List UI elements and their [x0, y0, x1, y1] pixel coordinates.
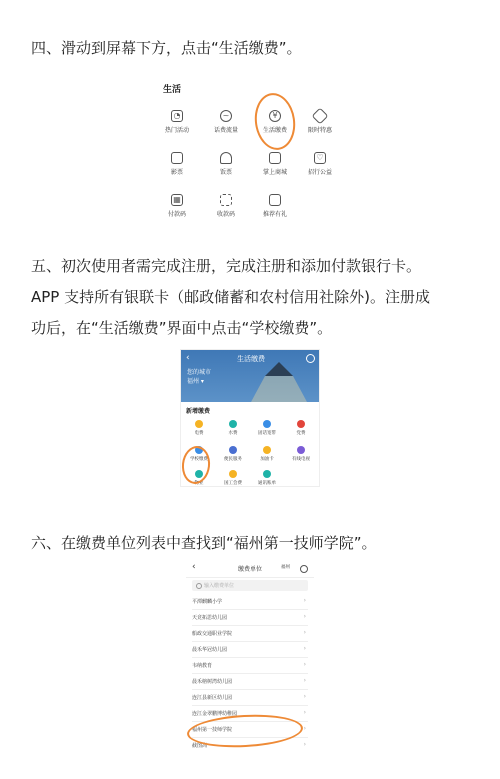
heart-icon: ♡ — [314, 152, 326, 164]
help-icon[interactable] — [300, 565, 308, 573]
service-fuel-card[interactable] — [251, 446, 283, 462]
unit-name: 福州第一技师学院 — [192, 727, 233, 733]
unit-name: 韦纳教育 — [192, 663, 213, 669]
step-5-line-3: 功后，在“生活缴费”界面中点击“学校缴费”。 — [31, 319, 333, 337]
life-services-panel — [160, 76, 340, 226]
gift-icon — [269, 194, 281, 206]
grid-item-label: 招行公益 — [307, 169, 332, 176]
cart-icon — [269, 152, 281, 164]
service-label: 物业 — [194, 481, 204, 486]
city-selector[interactable]: 福州 ▾ — [187, 378, 204, 385]
grid-item-phone-data[interactable] — [204, 110, 248, 134]
apple-icon: ◔ — [171, 110, 183, 122]
city-label: 您的城市 — [187, 369, 212, 376]
service-landline[interactable] — [251, 420, 283, 436]
unit-name: 连江县新区幼儿园 — [192, 695, 233, 701]
signal-icon: ~ — [220, 110, 232, 122]
help-icon[interactable] — [306, 354, 315, 363]
grid-item-label: 收款码 — [216, 211, 235, 218]
unit-row[interactable] — [192, 674, 308, 690]
section-title: 新增缴费 — [186, 408, 211, 415]
grid-item-movie-ticket[interactable] — [155, 152, 199, 176]
service-label: 固话宽带 — [258, 431, 276, 436]
grid-item-label: 掌上商城 — [262, 169, 287, 176]
lamp-light — [251, 376, 307, 402]
app-header — [181, 350, 320, 402]
unit-row[interactable] — [192, 626, 308, 642]
bill-icon: ¥ — [269, 110, 281, 122]
tv-icon — [297, 446, 305, 454]
grid-item-label: 付款码 — [167, 211, 186, 218]
chevron-right-icon: › — [303, 597, 306, 604]
grid-item-label: 推荐有礼 — [262, 211, 287, 218]
chevron-right-icon: › — [303, 709, 306, 716]
grid-item-mall[interactable] — [253, 152, 297, 176]
search-input[interactable] — [192, 580, 308, 591]
app-title: 生活缴费 — [237, 355, 265, 363]
service-convenience[interactable] — [217, 446, 249, 462]
chevron-right-icon: › — [303, 629, 306, 636]
grid-item-meal-ticket[interactable] — [204, 152, 248, 176]
unit-row[interactable] — [192, 658, 308, 674]
tag-icon — [312, 108, 329, 125]
unit-name: 连江金翠鹏博幼稚园 — [192, 711, 238, 717]
step-6-text: 六、在缴费单位列表中查找到“福州第一技师学院”。 — [31, 534, 377, 552]
chevron-right-icon: › — [303, 613, 306, 620]
service-union-fee[interactable] — [217, 470, 249, 486]
chevron-right-icon: › — [303, 661, 306, 668]
fuel-icon — [263, 446, 271, 454]
people-icon — [229, 446, 237, 454]
chevron-right-icon: › — [303, 645, 306, 652]
chevron-right-icon: › — [303, 677, 306, 684]
scan-icon — [220, 194, 232, 206]
water-drop-icon — [229, 420, 237, 428]
service-label: 通讯账单 — [258, 481, 276, 486]
grid-item-limited-offer[interactable] — [298, 110, 342, 134]
union-icon — [229, 470, 237, 478]
step-4-text: 四、滑动到屏幕下方，点击“生活缴费”。 — [31, 39, 302, 57]
qrcode-icon: ▦ — [171, 194, 183, 206]
unit-name: 晨禾华冠幼儿园 — [192, 647, 228, 653]
unit-row[interactable] — [192, 642, 308, 658]
service-label: 学校缴费 — [190, 457, 208, 462]
back-arrow-icon[interactable]: ‹ — [192, 562, 196, 572]
chevron-right-icon: › — [303, 725, 306, 732]
grid-item-referral[interactable] — [253, 194, 297, 218]
unit-name: 船政交通职业学院 — [192, 631, 233, 637]
service-label: 党费 — [296, 431, 306, 436]
chevron-right-icon: › — [303, 741, 306, 748]
grid-item-hot-activity[interactable] — [155, 110, 199, 134]
grid-item-pay-code[interactable] — [155, 194, 199, 218]
section-title: 生活 — [163, 85, 182, 95]
service-party-fee[interactable] — [285, 420, 317, 436]
unit-name: 平潭麒麟小学 — [192, 599, 223, 605]
unit-name: 截图高 — [192, 743, 208, 749]
grid-item-label: 话费流量 — [213, 127, 238, 134]
step-5-line-1: 五、初次使用者需完成注册，完成注册和添加付款银行卡。 — [31, 257, 422, 275]
service-label: 电费 — [194, 431, 204, 436]
lamp-icon — [265, 362, 293, 376]
bill-icon — [263, 470, 271, 478]
service-label: 水费 — [228, 431, 238, 436]
step-5-line-2: APP 支持所有银联卡（邮政储蓄和农村信用社除外)。注册成 — [31, 288, 430, 306]
unit-name: 晨禾榕树湾幼儿园 — [192, 679, 233, 685]
unit-row[interactable] — [192, 610, 308, 626]
search-icon — [196, 583, 202, 589]
search-placeholder: 输入缴费单位 — [204, 583, 235, 589]
grid-item-label: 生活缴费 — [262, 127, 287, 134]
grid-item-label: 热门活动 — [164, 127, 189, 134]
service-label: 有线电视 — [292, 457, 310, 462]
unit-row[interactable] — [192, 594, 308, 610]
grid-item-label: 饭票 — [219, 169, 232, 176]
unit-row[interactable] — [192, 690, 308, 706]
service-label: 国工会费 — [224, 481, 242, 486]
location-selector[interactable]: 福州 — [281, 565, 290, 570]
grid-item-label: 限时特惠 — [307, 127, 332, 134]
phone-icon — [263, 420, 271, 428]
service-label: 便民服务 — [224, 457, 242, 462]
service-telecom-bill[interactable] — [251, 470, 283, 486]
chevron-right-icon: › — [303, 693, 306, 700]
party-emblem-icon — [297, 420, 305, 428]
ticket-icon — [171, 152, 183, 164]
service-label: 加油卡 — [260, 457, 274, 462]
service-electricity[interactable] — [183, 420, 215, 436]
service-cable-tv[interactable] — [285, 446, 317, 462]
service-water[interactable] — [217, 420, 249, 436]
grid-item-charity[interactable] — [298, 152, 342, 176]
lightning-icon — [195, 420, 203, 428]
back-arrow-icon[interactable]: ‹ — [186, 353, 190, 363]
dish-icon — [220, 152, 232, 164]
grid-item-receive-code[interactable] — [204, 194, 248, 218]
unit-name: 天竞拓思幼儿园 — [192, 615, 228, 621]
grid-item-label: 影票 — [170, 169, 183, 176]
list-header — [186, 560, 314, 578]
list-title: 缴费单位 — [237, 566, 262, 573]
